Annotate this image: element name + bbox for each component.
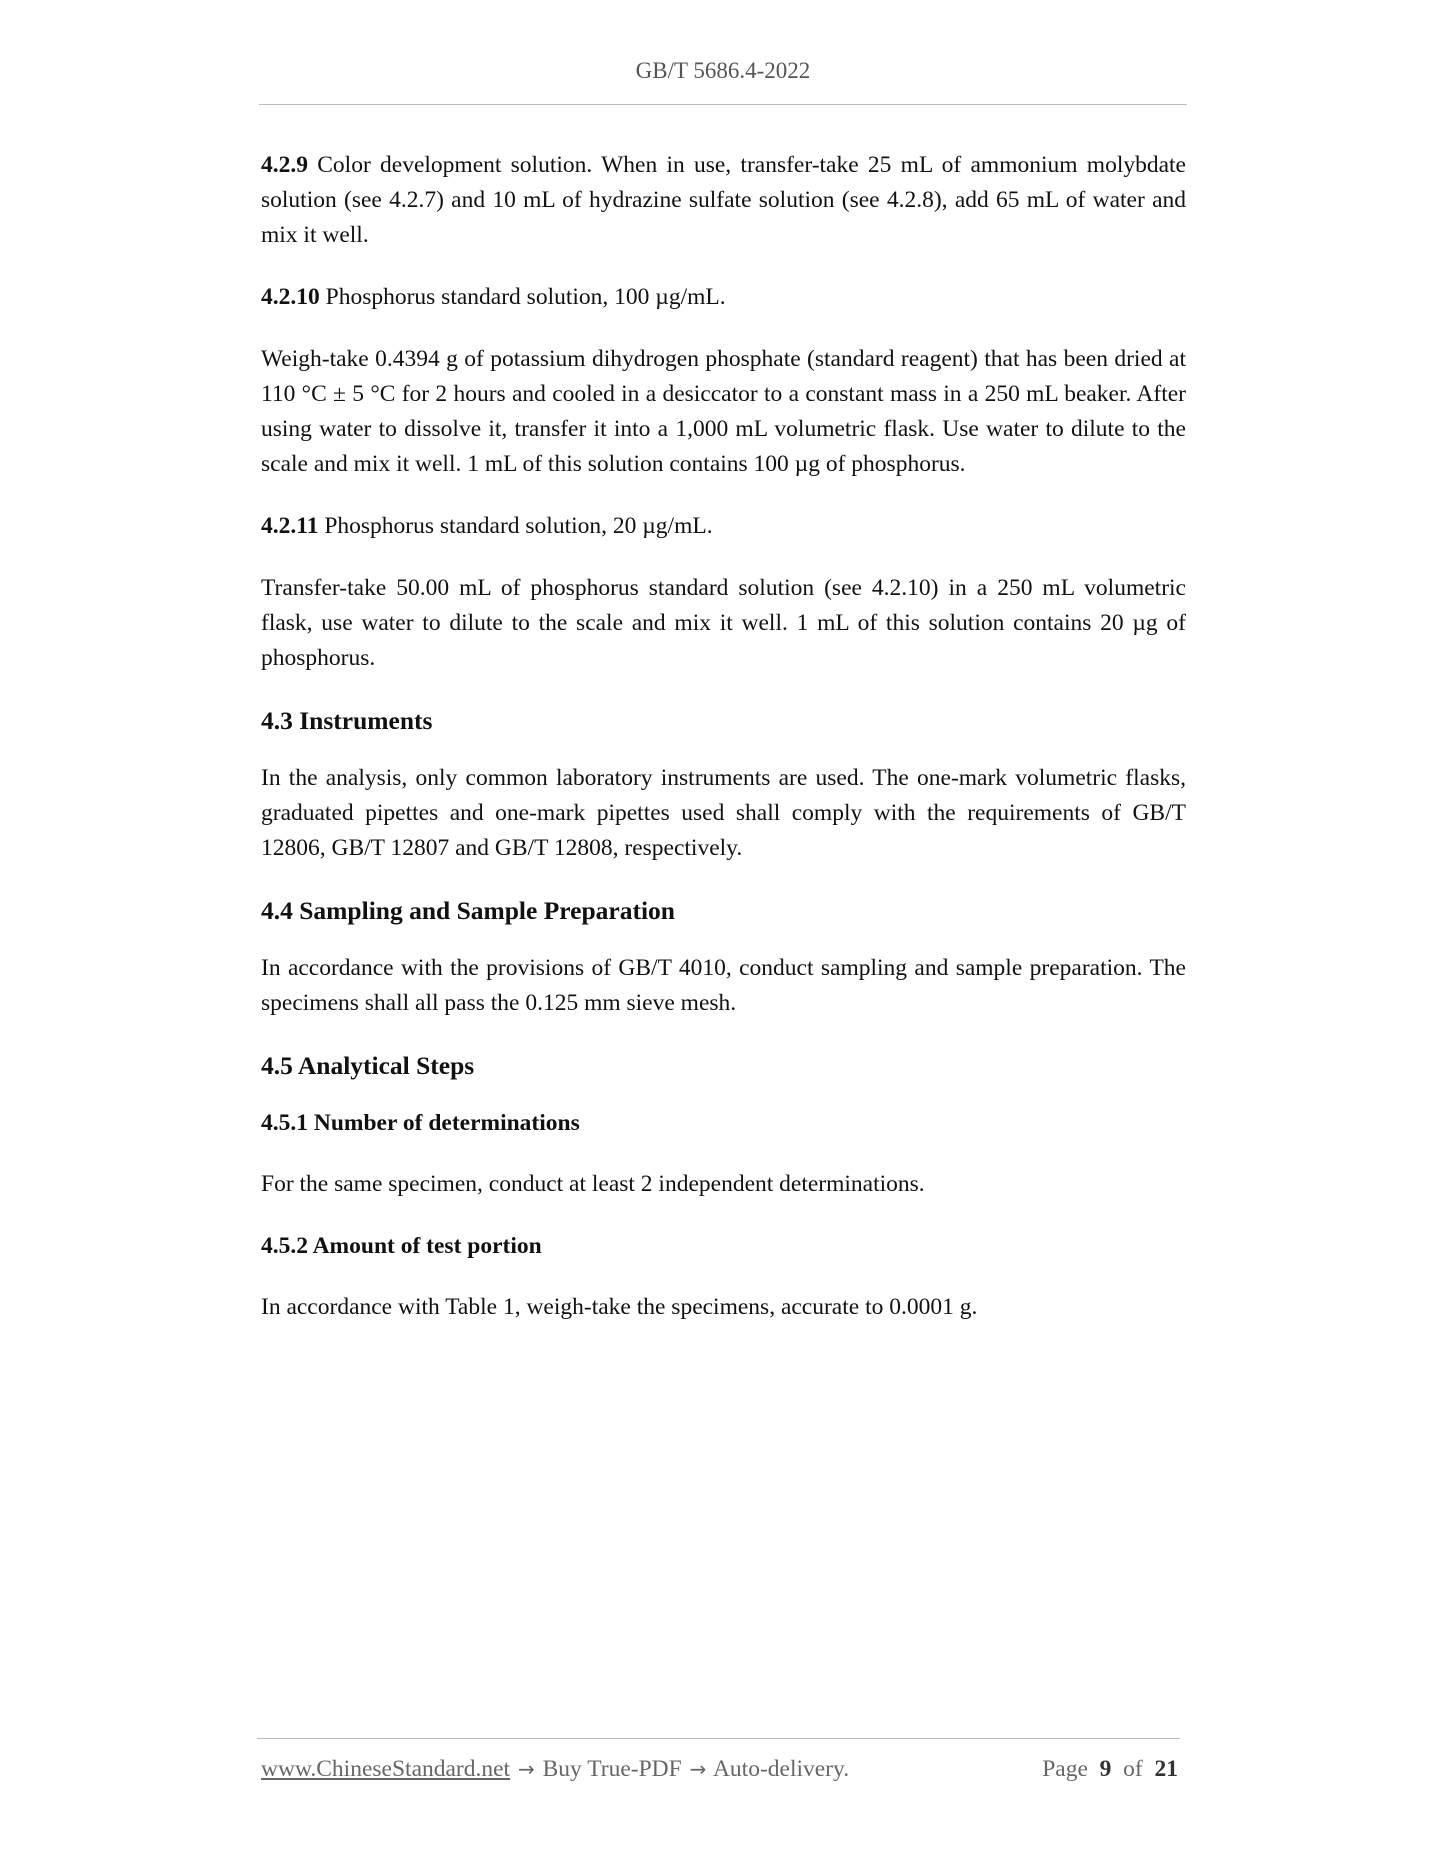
clause-4-2-10 xyxy=(261,280,1186,315)
section-4-5-1-body: For the same specimen, conduct at least 2 independent determinations. xyxy=(261,1171,925,1197)
document-body xyxy=(261,148,1186,1352)
clause-number: 4.2.10 xyxy=(261,284,320,310)
clause-text: Phosphorus standard solution, 20 µg/mL. xyxy=(318,513,713,539)
document-header: GB/T 5686.4-2022 xyxy=(635,58,811,83)
page-number: 9 xyxy=(1099,1756,1112,1782)
clause-4-2-10-body: Weigh-take 0.4394 g of potassium dihydrogen phosphate (standard reagent) that has been dried at 110 °C ± 5 °C for 2 hours and cooled in a desiccator to a constant mass in a 250 mL beaker. After using water to dissolve it, transfer it into a 1,000 mL volumetric flask. Use water to dilute to the scale and mix it well. 1 mL of this solution contains 100 µg of phosphorus. xyxy=(261,346,1186,477)
of-label: of xyxy=(1123,1756,1143,1782)
delivery-text: Auto-delivery. xyxy=(708,1756,850,1782)
clause-text: Phosphorus standard solution, 100 µg/mL. xyxy=(319,284,726,310)
heading-4-4: 4.4 Sampling and Sample Preparation xyxy=(261,896,675,925)
section-4-3-body: In the analysis, only common laboratory instruments are used. The one-mark volumetric flasks, graduated pipettes and one-mark pipettes used shall comply with the requirements of GB/T 12806, GB/T 12807 and GB/T 12808, respectively. xyxy=(261,765,1186,861)
heading-4-3: 4.3 Instruments xyxy=(261,706,433,735)
footer-promo xyxy=(261,1756,849,1783)
buy-text: Buy True-PDF xyxy=(536,1756,688,1782)
clause-text: Color development solution. When in use, transfer-take 25 mL of ammonium molybdate solution (see 4.2.7) and 10 mL of hydrazine sulfate solution (see 4.2.8), add 65 mL of water and mix it well. xyxy=(261,152,1186,248)
page-total: 21 xyxy=(1154,1756,1178,1782)
page-indicator xyxy=(1042,1756,1178,1783)
clause-4-2-11 xyxy=(261,509,1186,544)
arrow-right-icon: → xyxy=(517,1757,535,1781)
header-divider xyxy=(259,104,1187,105)
section-4-5-2-body: In accordance with Table 1, weigh-take the specimens, accurate to 0.0001 g. xyxy=(261,1294,978,1320)
footer-divider xyxy=(257,1738,1180,1739)
clause-number: 4.2.9 xyxy=(261,152,308,178)
clause-number: 4.2.11 xyxy=(261,513,319,539)
clause-4-2-9 xyxy=(261,148,1186,253)
heading-4-5-2: 4.5.2 Amount of test portion xyxy=(261,1233,542,1259)
website-link[interactable]: www.ChineseStandard.net xyxy=(261,1756,511,1782)
arrow-right-icon: → xyxy=(689,1757,707,1781)
heading-4-5: 4.5 Analytical Steps xyxy=(261,1051,475,1080)
heading-4-5-1: 4.5.1 Number of determinations xyxy=(261,1110,580,1136)
clause-4-2-11-body: Transfer-take 50.00 mL of phosphorus standard solution (see 4.2.10) in a 250 mL volumetric flask, use water to dilute to the scale and mix it well. 1 mL of this solution contains 20 µg of phosphorus. xyxy=(261,575,1186,671)
page-label: Page xyxy=(1042,1756,1088,1782)
section-4-4-body: In accordance with the provisions of GB/T 4010, conduct sampling and sample preparation. The specimens shall all pass the 0.125 mm sieve mesh. xyxy=(261,955,1186,1016)
